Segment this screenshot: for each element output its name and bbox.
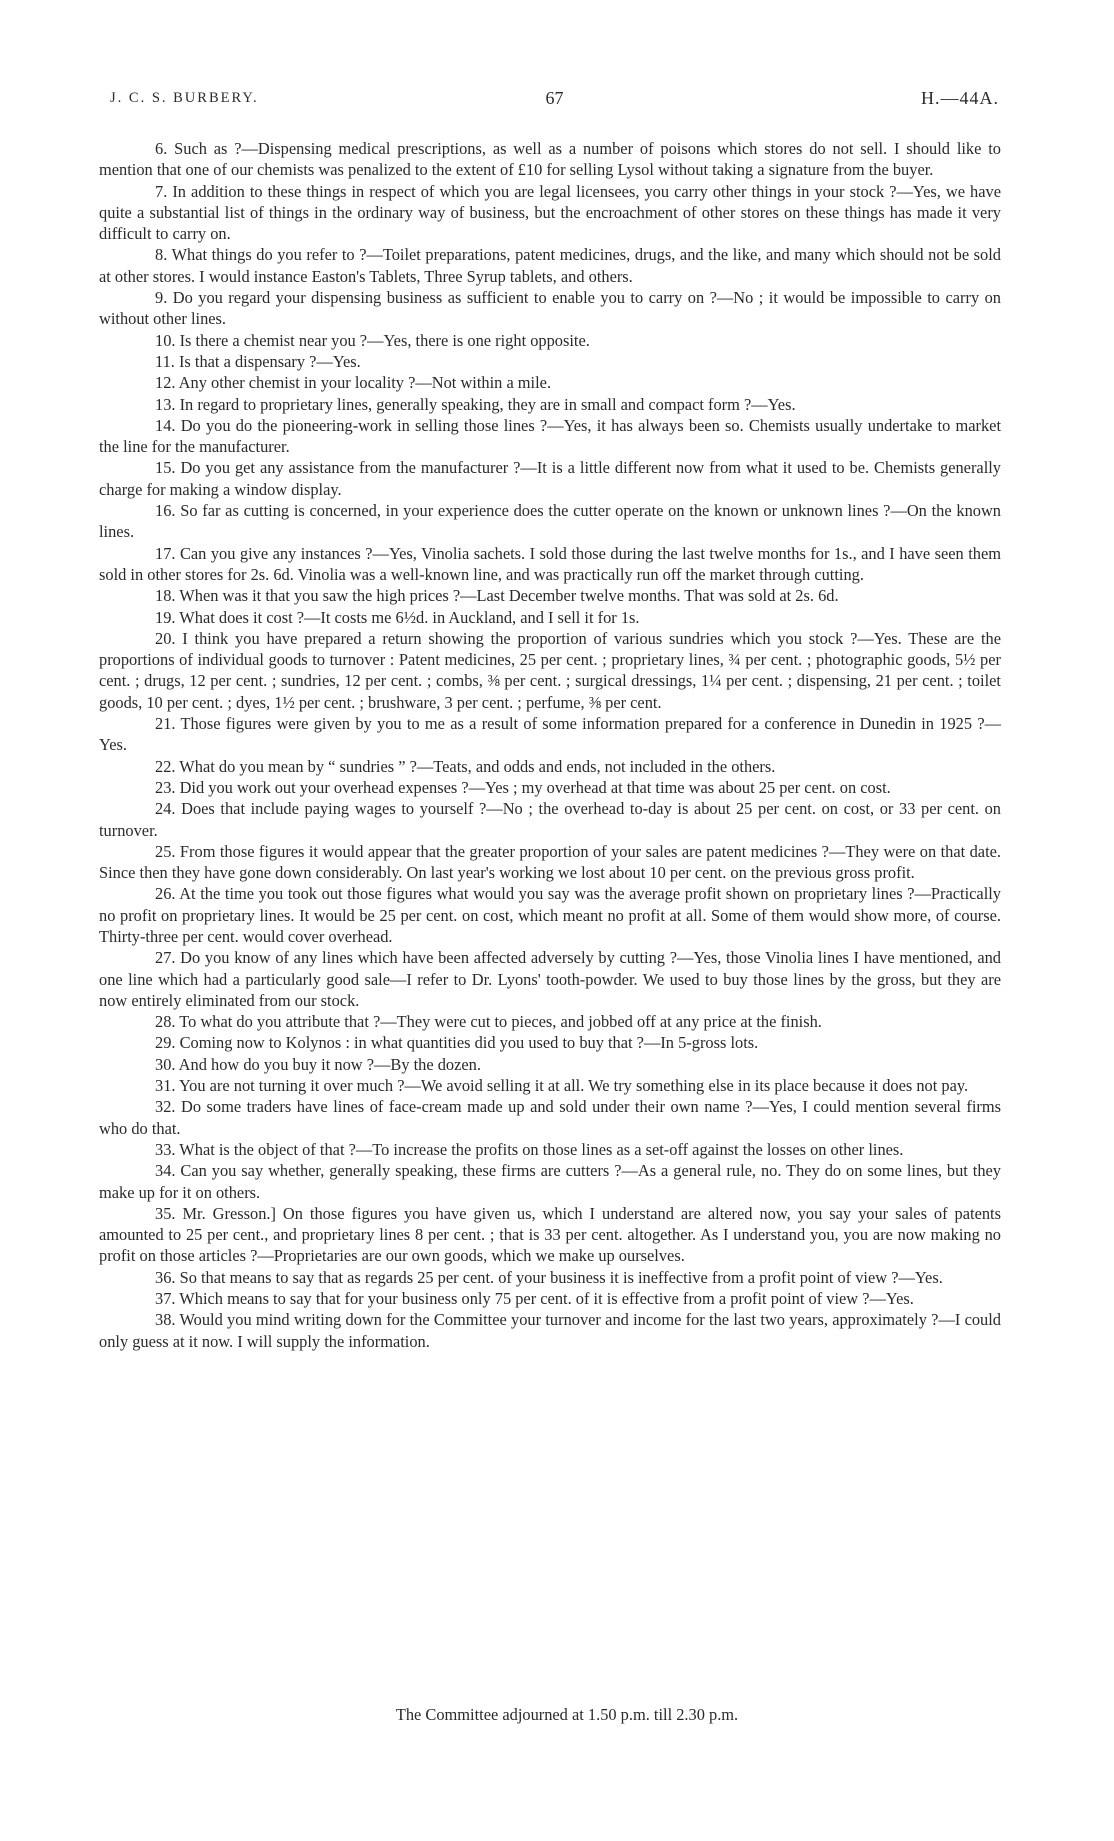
paragraph: 27. Do you know of any lines which have been affected adversely by cutting ?—Yes, those Vinolia lines I have mentioned, and one line which had a particularly good sale—I refer to Dr. Lyons' tooth-powder. We used to buy those lines by the gross, but they are now entirely eliminated from our stock.	[99, 948, 1001, 1010]
paragraph: 16. So far as cutting is concerned, in your experience does the cutter operate on the known or unknown lines ?—On the known lines.	[99, 501, 1001, 542]
paragraph: 6. Such as ?—Dispensing medical prescriptions, as well as a number of poisons which stores do not sell. I should like to mention that one of our chemists was penalized to the extent of £10 for selling Lysol without taking a signature from the buyer.	[99, 139, 1001, 180]
paragraph: 15. Do you get any assistance from the manufacturer ?—It is a little different now from what it used to be. Chemists generally charge for making a window display.	[99, 458, 1001, 499]
paragraph: 31. You are not turning it over much ?—We avoid selling it at all. We try something else in its place because it does not pay.	[155, 1076, 969, 1096]
paragraph: 29. Coming now to Kolynos : in what quantities did you used to buy that ?—In 5-gross lots.	[155, 1033, 759, 1053]
paragraph: 35. Mr. Gresson.] On those figures you have given us, which I understand are altered now, you say your sales of patents amounted to 25 per cent., and proprietary lines 8 per cent. ; that is 33 per cent. altogether. As I understand you, you are now making no profit on those articles ?—Proprietaries are our own goods, which we make up ourselves.	[99, 1203, 1001, 1266]
paragraph: 7. In addition to these things in respect of which you are legal licensees, you carry other things in your stock ?—Yes, we have quite a substantial list of things in the ordinary way of business, but the encroachment of other stores on these things has made it very difficult to carry on.	[99, 181, 1001, 244]
paragraph: 37. Which means to say that for your business only 75 per cent. of it is effective from a profit point of view ?—Yes.	[155, 1289, 914, 1309]
paragraph: 18. When was it that you saw the high prices ?—Last December twelve months. That was sold at 2s. 6d.	[155, 586, 839, 606]
paragraph: 13. In regard to proprietary lines, generally speaking, they are in small and compact form ?—Yes.	[155, 394, 796, 414]
paragraph: 26. At the time you took out those figures what would you say was the average profit shown on proprietary lines ?—Practically no profit on proprietary lines. It would be 25 per cent. on cost, which meant no profit at all. Some of them would show more, of course. Thirty-three per cent. would cover overhead.	[99, 884, 1001, 946]
paragraph: 33. What is the object of that ?—To increase the profits on those lines as a set-off against the losses on other lines.	[155, 1139, 904, 1159]
paragraph: 24. Does that include paying wages to yourself ?—No ; the overhead to-day is about 25 per cent. on cost, or 33 per cent. on turnover.	[99, 799, 1001, 840]
paragraph: 25. From those figures it would appear that the greater proportion of your sales are patent medicines ?—They were on that date. Since then they have gone down considerably. On last year's working we lost about 10 per cent. on the previous gross profit.	[99, 841, 1001, 883]
paragraph: 36. So that means to say that as regards 25 per cent. of your business it is ineffective from a profit point of view ?—Yes.	[155, 1267, 943, 1287]
paragraph: 8. What things do you refer to ?—Toilet preparations, patent medicines, drugs, and the like, and many which should not be sold at other stores. I would instance Easton's Tablets, Three Syrup tablets, and others.	[99, 245, 1001, 286]
paragraph: 19. What does it cost ?—It costs me 6½d. in Auckland, and I sell it for 1s.	[155, 607, 640, 627]
paragraph: 17. Can you give any instances ?—Yes, Vinolia sachets. I sold those during the last twelve months for 1s., and I have seen them sold in other stores for 2s. 6d. Vinolia was a well-known line, and was practically run off the market through cutting.	[99, 543, 1001, 584]
paragraph: 12. Any other chemist in your locality ?—Not within a mile.	[155, 373, 552, 393]
page-number: 67	[545, 88, 564, 108]
paragraph: 34. Can you say whether, generally speaking, these firms are cutters ?—As a general rule, no. They do on some lines, but they make up for it on others.	[99, 1161, 1001, 1202]
paragraph: 22. What do you mean by “ sundries ” ?—Teats, and odds and ends, not included in the others.	[155, 756, 776, 776]
paragraph: 14. Do you do the pioneering-work in selling those lines ?—Yes, it has always been so. Chemists usually undertake to market the line for the manufacturer.	[99, 415, 1001, 457]
testimony-body	[99, 138, 1001, 1352]
paragraph: 23. Did you work out your overhead expenses ?—Yes ; my overhead at that time was about 25 per cent. on cost.	[155, 777, 891, 797]
witness-name: J. C. S. BURBERY.	[110, 90, 259, 106]
paragraph: 38. Would you mind writing down for the Committee your turnover and income for the last two years, approximately ?—I could only guess at it now. I will supply the information.	[99, 1310, 1001, 1351]
paragraph: 20. I think you have prepared a return showing the proportion of various sundries which you stock ?—Yes. These are the proportions of individual goods to turnover : Patent medicines, 25 per cent. ; proprietary lines, ¾ per cent. ; photographic goods, 5½ per cent. ; drugs, 12 per cent. ; sundries, 12 per cent. ; combs, ⅜ per cent. ; surgical dressings, 1¼ per cent. ; dispensing, 21 per cent. ; toilet goods, 10 per cent. ; dyes, 1½ per cent. ; brushware, 3 per cent. ; perfume, ⅜ per cent.	[99, 628, 1001, 712]
paragraph: 32. Do some traders have lines of face-cream made up and sold under their own name ?—Yes, I could mention several firms who do that.	[99, 1097, 1001, 1138]
paragraph: 30. And how do you buy it now ?—By the dozen.	[155, 1054, 481, 1074]
document-code: H.—44A.	[921, 88, 999, 108]
adjournment-note: The Committee adjourned at 1.50 p.m. till 2.30 p.m.	[395, 1705, 739, 1724]
paragraph: 11. Is that a dispensary ?—Yes.	[155, 351, 361, 371]
paragraph: 9. Do you regard your dispensing business as sufficient to enable you to carry on ?—No ; it would be impossible to carry on without other lines.	[99, 288, 1001, 329]
page-header	[110, 88, 999, 114]
paragraph: 21. Those figures were given by you to me as a result of some information prepared for a conference in Dunedin in 1925 ?—Yes.	[99, 714, 1001, 755]
paragraph: 28. To what do you attribute that ?—They were cut to pieces, and jobbed off at any price at the finish.	[155, 1012, 822, 1032]
paragraph: 10. Is there a chemist near you ?—Yes, there is one right opposite.	[155, 330, 590, 350]
